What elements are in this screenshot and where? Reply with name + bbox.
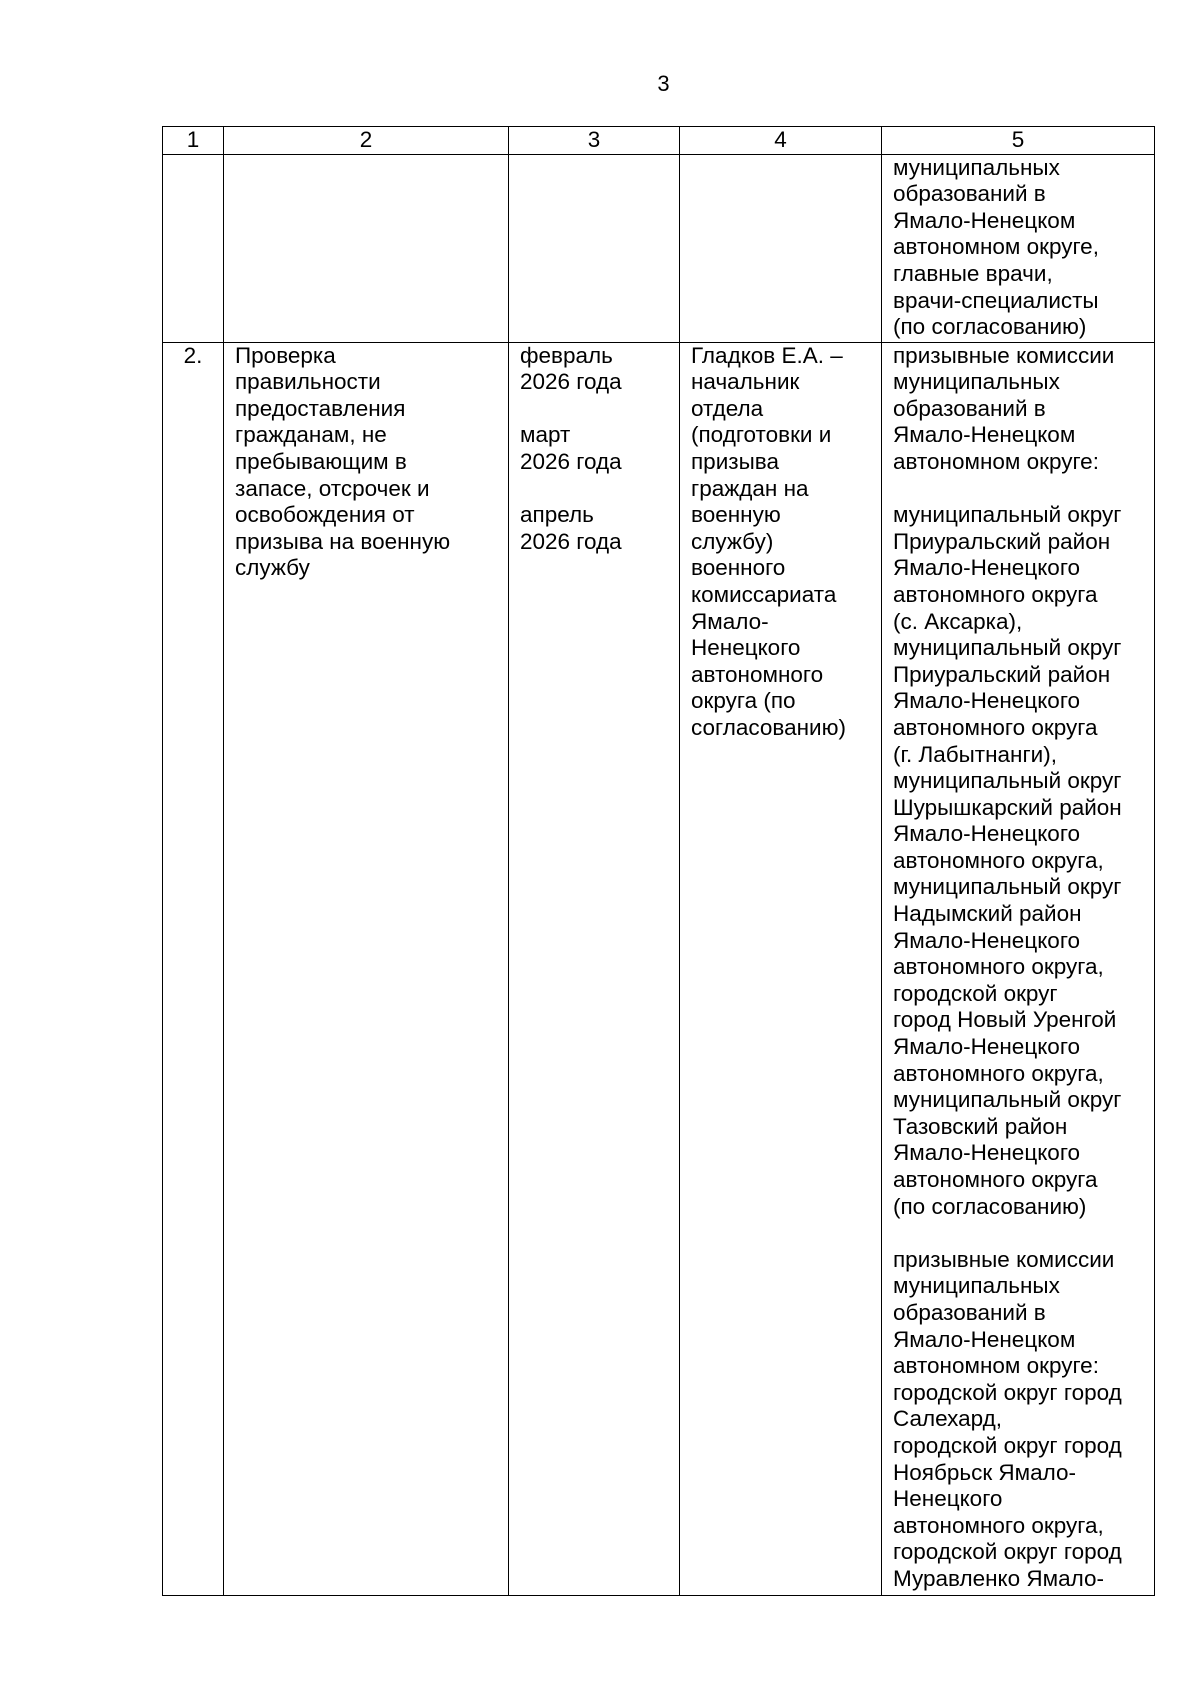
date-february: февраль 2026 года bbox=[520, 342, 622, 395]
empty-cell bbox=[224, 154, 509, 342]
item-description: Проверка правильности предоставления гражданам, не пребывающим в запасе, отсрочек и освобождения от призыва на военную службу bbox=[235, 342, 451, 581]
participants-list-1: муниципальный округ Приуральский район Ямало-Ненецкого автономного округа (с. Аксарка), муниципальный округ Приуральский район Ямало-Ненецкого автономного округа (г. Лабытнанги), муниципальный округ Шурышкарский район Ямало-Ненецкого автономного округа, муниципальный округ Надымский район Ямало-Ненецкого автономного округа, городской округ город Новый Уренгой Ямало-Ненецкого автономного округа, муниципальный округ Тазовский район Ямало-Ненецкого автономного округа (по согласованию) bbox=[893, 502, 1122, 1219]
date-april: апрель 2026 года bbox=[520, 502, 622, 554]
empty-cell bbox=[509, 154, 680, 342]
table-row-continuation bbox=[163, 154, 1155, 342]
date-march: март 2026 года bbox=[520, 422, 622, 474]
description-cell bbox=[224, 342, 509, 1595]
column-number-3: 3 bbox=[509, 127, 680, 155]
participants-block-2: призывные комиссии муниципальных образований в Ямало-Ненецком автономном округе: городской округ город Салехард, городской округ город Ноябрьск Ямало- Ненецкого автономного округа, городской округ город Муравленко Ямало- bbox=[893, 1246, 1122, 1591]
column-number-1: 1 bbox=[163, 127, 224, 155]
responsible-cell bbox=[680, 342, 882, 1595]
item-number-cell bbox=[163, 342, 224, 1595]
page-number: 3 bbox=[657, 71, 670, 96]
participants-cell bbox=[882, 342, 1155, 1595]
participants-intro-1: призывные комиссии муниципальных образований в Ямало-Ненецком автономном округе: bbox=[893, 342, 1115, 474]
participants-continuation-text: муниципальных образований в Ямало-Ненецком автономном округе, главные врачи, врачи-специалисты (по согласованию) bbox=[893, 154, 1099, 340]
dates-cell bbox=[509, 342, 680, 1595]
column-number-2: 2 bbox=[224, 127, 509, 155]
column-number-4: 4 bbox=[680, 127, 882, 155]
schedule-table bbox=[162, 126, 1155, 1596]
participants-cell bbox=[882, 154, 1155, 342]
item-number: 2. bbox=[183, 342, 203, 368]
table-row-item-2 bbox=[163, 342, 1155, 1595]
column-number-5: 5 bbox=[882, 127, 1155, 155]
table-header-row bbox=[163, 127, 1155, 155]
empty-cell bbox=[680, 154, 882, 342]
responsible-person: Гладков Е.А. – начальник отдела (подготовки и призыва граждан на военную службу) военного комиссариата Ямало- Ненецкого автономного округа (по согласованию) bbox=[691, 342, 846, 740]
empty-cell bbox=[163, 154, 224, 342]
